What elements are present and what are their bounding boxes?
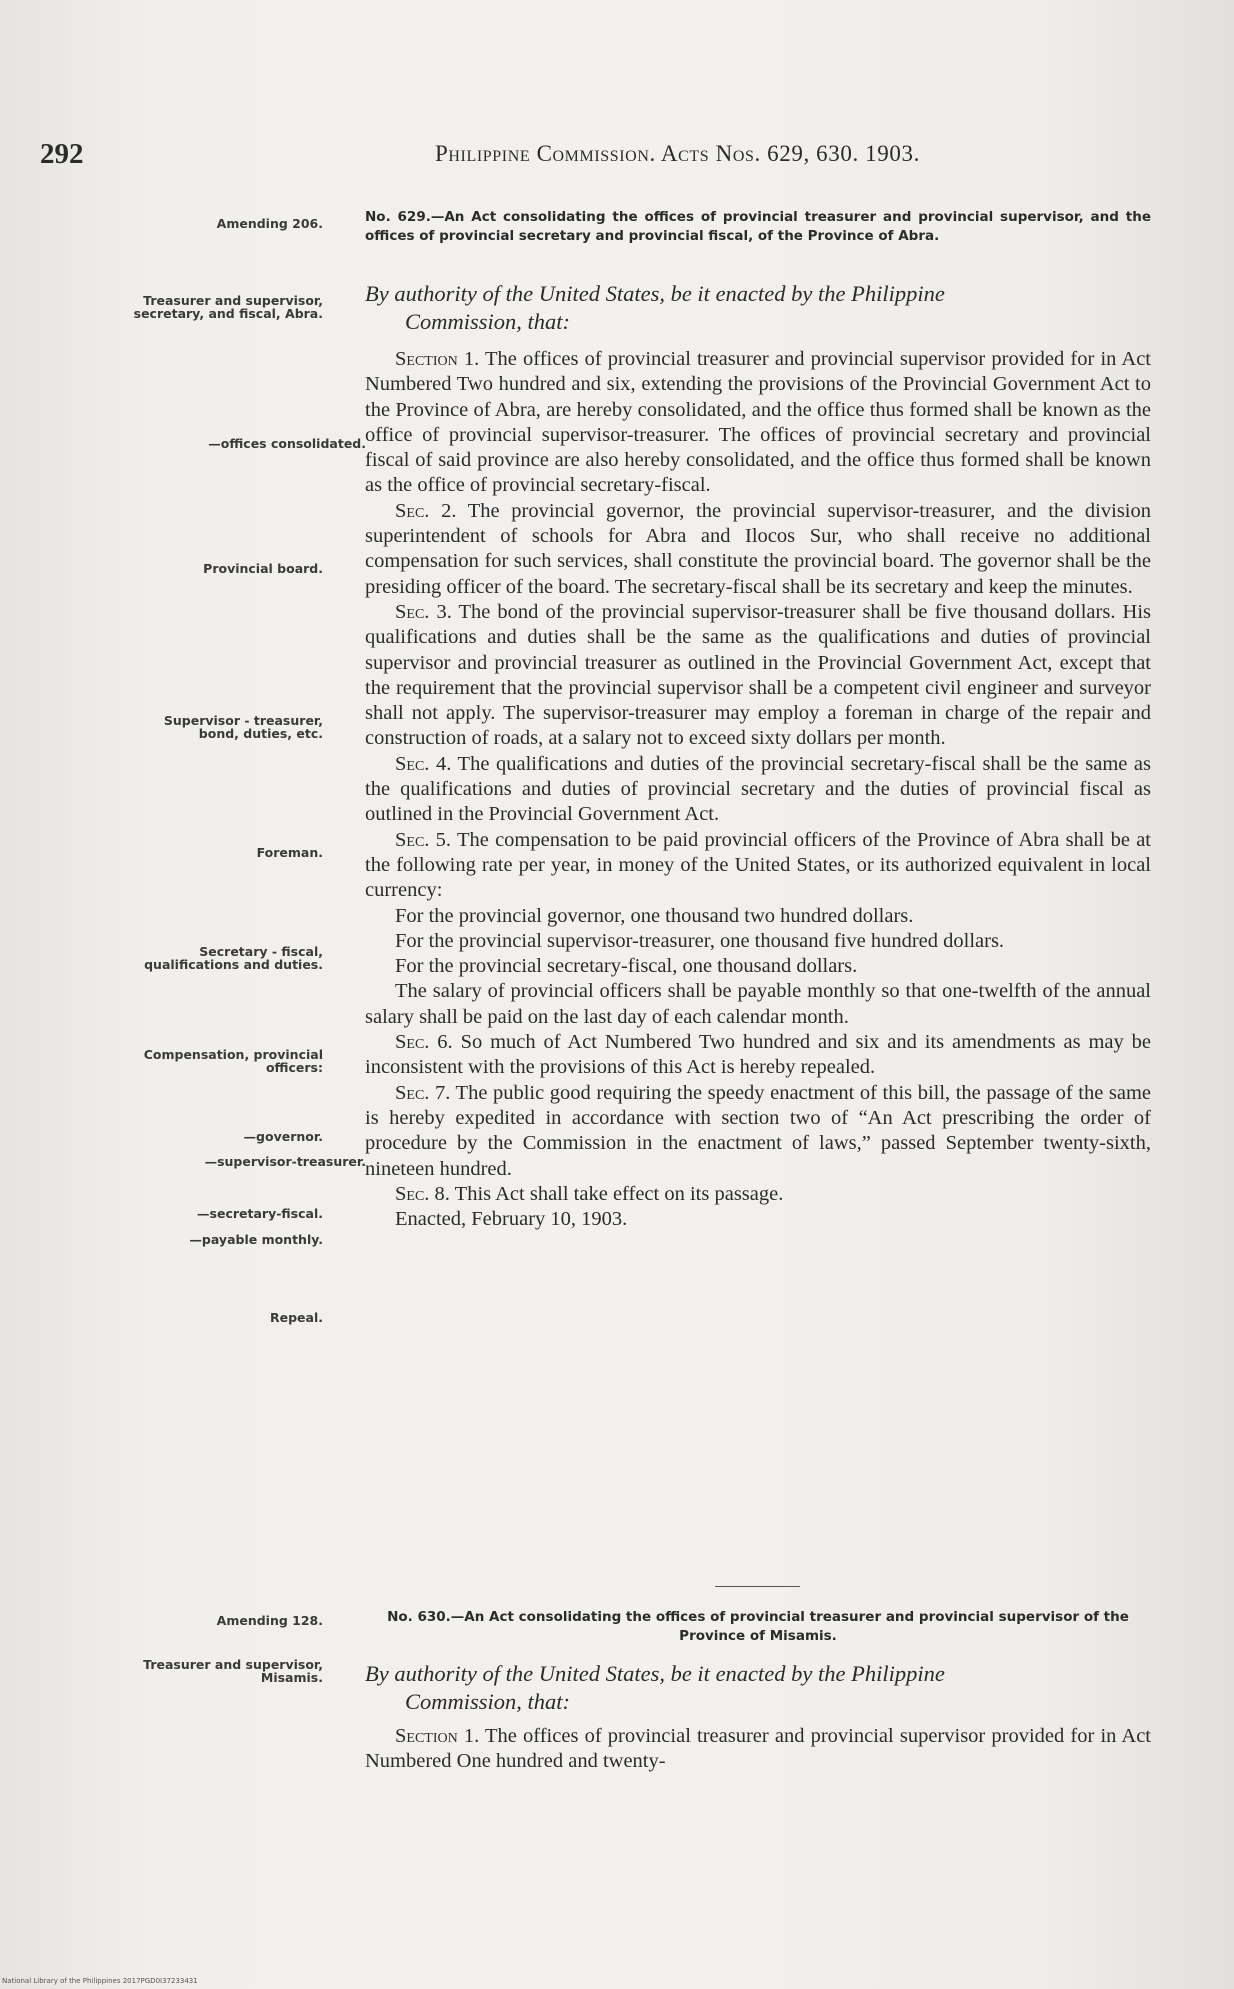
section-2: Sec. 2. The provincial governor, the provincial supervisor-treasurer, and the division superintendent of schools for Abra and Ilocos Sur, who shall receive no additional compensation for such services, shall constitute the provincial board. The governor shall be the presiding officer of the board. The secretary-fiscal shall be its secretary and keep the minutes. [365, 499, 1151, 598]
section-4: Sec. 4. The qualifications and duties of the provincial secretary-fiscal shall be the same as the qualifications and duties of provincial secretary and the duties of provincial fiscal as outlined in the Provincial Government Act. [365, 752, 1151, 826]
scan-credit: National Library of the Philippines 2017PGD0I37233431 [2, 1977, 198, 1985]
margin-note-treasurer-misamis: Treasurer and supervisor, Misamis. [143, 1657, 323, 1685]
margin-note-secretary-fiscal-salary: —secretary-fiscal. [197, 1206, 323, 1221]
margin-note-payable-monthly: —payable monthly. [189, 1232, 323, 1247]
enacting-line-2: Commission, that: [405, 1689, 571, 1714]
margin-note-treasurer-abra: Treasurer and supervisor, secretary, and fiscal, Abra. [133, 293, 323, 321]
section-3: Sec. 3. The bond of the provincial supervisor-treasurer shall be five thousand dollars. His qualifications and duties shall be the same as the qualifications and duties of provincial supervisor and provincial treasurer as outlined in the Provincial Government Act, except that the requirement that the provincial supervisor shall be a competent civil engineer and surveyor shall not apply. The supervisor-treasurer may employ a foreman in charge of the repair and construction of roads, at a salary not to exceed sixty dollars per month. [365, 600, 1151, 750]
margin-note-governor: —governor. [243, 1129, 323, 1144]
margin-note-supervisor-treasurer: Supervisor - treasurer, bond, duties, etc. [163, 713, 323, 741]
margin-note-amending-128: Amending 128. [216, 1613, 323, 1628]
running-head: Philippine Commission. Acts Nos. 629, 630. 1903. [435, 141, 920, 166]
act-629-title: No. 629.—An Act consolidating the offices of provincial treasurer and provincial supervisor, and the offices of provincial secretary and provincial fiscal, of the Province of Abra. [365, 209, 1151, 244]
section-1: Section 1. The offices of provincial treasurer and provincial supervisor provided for in Act Numbered Two hundred and six, extending the provisions of the Provincial Government Act to the Province of Abra, are hereby consolidated, and the office thus formed shall be known as the office of provincial supervisor-treasurer. The offices of provincial secretary and provincial fiscal of said province are also hereby consolidated, and the office thus formed shall be known as the office of provincial secretary-fiscal. [365, 348, 1152, 497]
salary-secretary-fiscal: For the provincial secretary-fiscal, one thousand dollars. [395, 955, 858, 978]
act-630-body [365, 1724, 1151, 1775]
enacting-line-2: Commission, that: [405, 309, 571, 334]
enacting-line-1: By authority of the United States, be it enacted by the Philippine [365, 281, 945, 306]
margin-note-secretary-fiscal: Secretary - fiscal, qualifications and duties. [144, 944, 323, 972]
margin-note-offices-consolidated: —offices consolidated. [208, 436, 366, 451]
enacting-line-1: By authority of the United States, be it enacted by the Philippine [365, 1661, 945, 1686]
page-number: 292 [40, 138, 84, 170]
section-5: Sec. 5. The compensation to be paid provincial officers of the Province of Abra shall be at the following rate per year, in money of the United States, or its authorized equivalent in local currency: [365, 828, 1152, 902]
margin-note-foreman: Foreman. [256, 845, 323, 860]
section-6: Sec. 6. So much of Act Numbered Two hundred and six and its amendments as may be inconsistent with the provisions of this Act is hereby repealed. [365, 1031, 1151, 1079]
margin-note-provincial-board: Provincial board. [203, 561, 323, 576]
salary-supervisor-treasurer: For the provincial supervisor-treasurer, one thousand five hundred dollars. [395, 929, 1005, 952]
salary-governor: For the provincial governor, one thousand two hundred dollars. [395, 904, 914, 927]
section-7: Sec. 7. The public good requiring the speedy enactment of this bill, the passage of the same is hereby expedited in accordance with section two of “An Act prescribing the order of procedure by the Commission in the enactment of laws,” passed September twenty-sixth, nineteen hundred. [365, 1081, 1151, 1180]
section-divider-rule [715, 1586, 800, 1587]
act-630-title: No. 630.—An Act consolidating the offices of provincial treasurer and provincial supervisor of the Province of Misamis. [387, 1609, 1129, 1644]
enacted-date: Enacted, February 10, 1903. [395, 1208, 628, 1231]
margin-note-compensation: Compensation, provincial officers: [143, 1047, 323, 1075]
act-629-body [365, 347, 1151, 1232]
act-629-enacting-clause [365, 280, 1151, 336]
act-630-enacting-clause [365, 1660, 1151, 1716]
section-1: Section 1. The offices of provincial treasurer and provincial supervisor provided for in Act Numbered One hundred and twenty- [365, 1725, 1152, 1773]
margin-note-repeal: Repeal. [270, 1310, 323, 1325]
margin-note-amending-206: Amending 206. [216, 216, 323, 231]
page-header [40, 138, 1160, 178]
section-8: Sec. 8. This Act shall take effect on its passage. [395, 1182, 784, 1205]
salary-payable-monthly: The salary of provincial officers shall be payable monthly so that one-twelfth of the annual salary shall be paid on the last day of each calendar month. [365, 980, 1151, 1028]
margin-note-supervisor-treasurer-salary: —supervisor-treasurer. [204, 1154, 366, 1169]
